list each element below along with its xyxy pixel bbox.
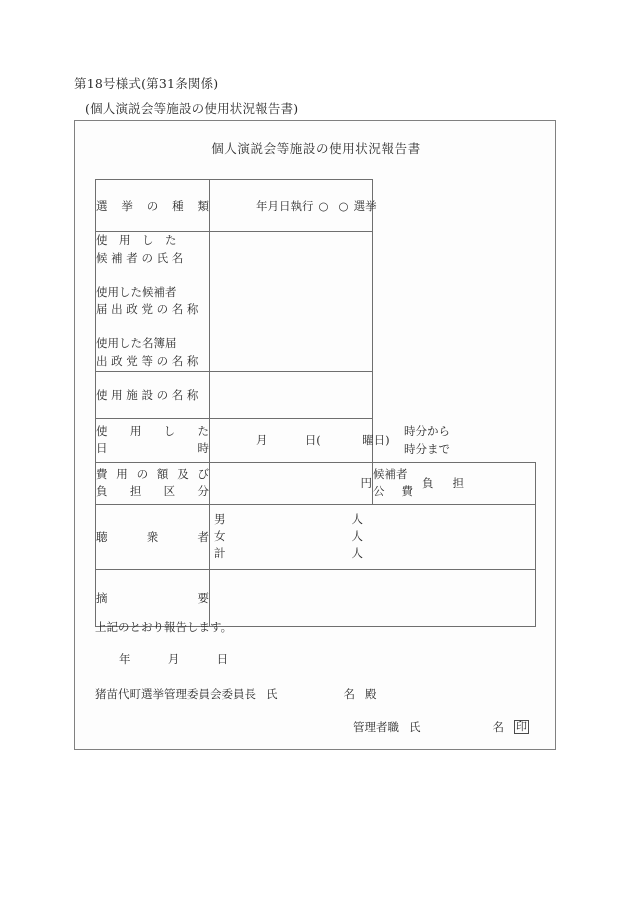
label-char: 挙 [121,198,133,213]
hour-label: 時 [404,424,416,439]
manager-given-label: 名 [492,720,504,734]
label-char: の [136,466,149,481]
label-candidate-party [96,284,209,320]
page-title: 個人演説会等施設の使用状況報告書 [211,141,421,156]
label-election-kind [96,180,210,232]
minute-from-label: 分から [415,424,450,439]
label-line: 使用した名簿届 [96,336,177,351]
value-election-kind[interactable] [210,180,377,232]
label-cost [96,462,210,504]
label-char: 及 [177,466,189,481]
label-line: 使用した候補者 [96,284,177,299]
label-line: 候 補 者 の 氏 名 [96,250,184,265]
label-char: 聴 [96,529,108,544]
label-char: 種 [172,198,184,213]
label-char: 者 [197,529,209,544]
label-audience [96,504,210,569]
audience-unit-total: 人 [351,546,363,561]
audience-key-male: 男 [214,511,226,526]
label-char: 負 [96,484,108,499]
table-row-names [96,232,536,372]
day-label: 日 [216,652,229,666]
election-char: 挙 [365,198,377,213]
label-line: 出 政 党 等 の 名 称 [96,354,199,369]
month-label: 月 [256,433,268,448]
addressee-line [95,686,377,702]
minute-to-label: 分まで [415,441,450,456]
label-char: 用 [129,423,142,438]
label-remarks [96,569,210,626]
year-label: 年 [119,652,131,666]
audience-unit-female: 人 [351,529,363,544]
label-char: 摘 [96,590,108,605]
label-candidate-name [96,232,209,268]
label-char: 要 [197,590,209,605]
table-row-datetime [96,418,536,462]
label-facility-name: 使 用 施 設 の 名 称 [96,371,210,418]
report-date-line[interactable] [119,651,228,667]
label-char: 選 [96,198,108,213]
value-datetime[interactable] [210,418,450,462]
label-char: 費 [96,466,108,481]
label-char: た [197,423,209,438]
label-char: 区 [163,484,176,499]
table-row-remarks [96,569,536,626]
label-char: 時 [197,441,209,456]
year-label: 年 [256,198,268,213]
audience-key-female: 女 [214,529,226,544]
day-exec-label: 日執行 [279,198,314,213]
value-facility-name[interactable] [210,371,373,418]
payer-public-char: 公 [373,484,385,499]
report-statement: 上記のとおり報告します。 [95,620,233,634]
form-code: 第18号様式(第31条関係) [74,76,219,91]
usage-report-table [95,179,536,627]
audience-key-total: 計 [214,546,226,561]
label-char: 分 [197,484,209,499]
value-audience[interactable] [210,504,536,569]
table-row-cost [96,462,536,504]
value-names-group[interactable] [210,232,373,372]
month-label: 月 [167,652,180,666]
label-char: 額 [156,466,169,481]
burden-char: 担 [452,476,464,491]
label-list-party [96,335,209,371]
addressee-organization: 猪苗代町選挙管理委員会委員長 [95,687,256,701]
manager-signature-line [353,719,529,735]
seal-stamp-icon: 印 [516,719,527,733]
addressee-given-label: 名 [343,687,355,701]
label-char: の [146,198,159,213]
hour-label: 時 [404,441,416,456]
day-label: 日( [304,433,321,448]
value-cost-amount[interactable] [210,462,373,504]
label-char: し [163,423,176,438]
burden-char: 負 [422,476,434,491]
label-datetime [96,418,210,462]
value-remarks[interactable] [210,569,536,626]
label-line: 届 出 政 党 の 名 称 [96,302,199,317]
table-row-election-kind [96,180,536,232]
manager-title-label: 管理者職 [353,720,399,734]
label-char: 使 [96,423,108,438]
label-names-group [96,232,210,372]
yen-unit-label: 円 [360,476,372,491]
payer-candidate-label: 候補者 [373,467,408,482]
form-subtitle: (個人演説会等施設の使用状況報告書) [85,101,299,116]
label-line: 使 用 し た [96,233,177,247]
circle-icon: ○ [338,198,349,213]
label-char: び [197,466,209,481]
month-label: 月 [267,198,279,213]
circle-icon: ○ [318,198,329,213]
label-char: 用 [116,466,128,481]
table-row-facility [96,371,536,418]
addressee-surname-label: 氏 [266,687,278,701]
table-row-audience [96,504,536,569]
value-cost-burden[interactable] [373,462,536,504]
addressee-honorific: 殿 [365,687,377,701]
label-char: 担 [129,484,142,499]
audience-unit-male: 人 [351,511,363,526]
label-char: 類 [197,198,209,213]
label-char: 日 [96,441,108,456]
manager-surname-label: 氏 [409,720,421,734]
election-char: 選 [353,198,366,213]
label-char: 衆 [146,529,159,544]
payer-public-char: 費 [401,484,413,499]
weekday-label: 曜日) [362,433,390,448]
page-frame [74,120,556,750]
